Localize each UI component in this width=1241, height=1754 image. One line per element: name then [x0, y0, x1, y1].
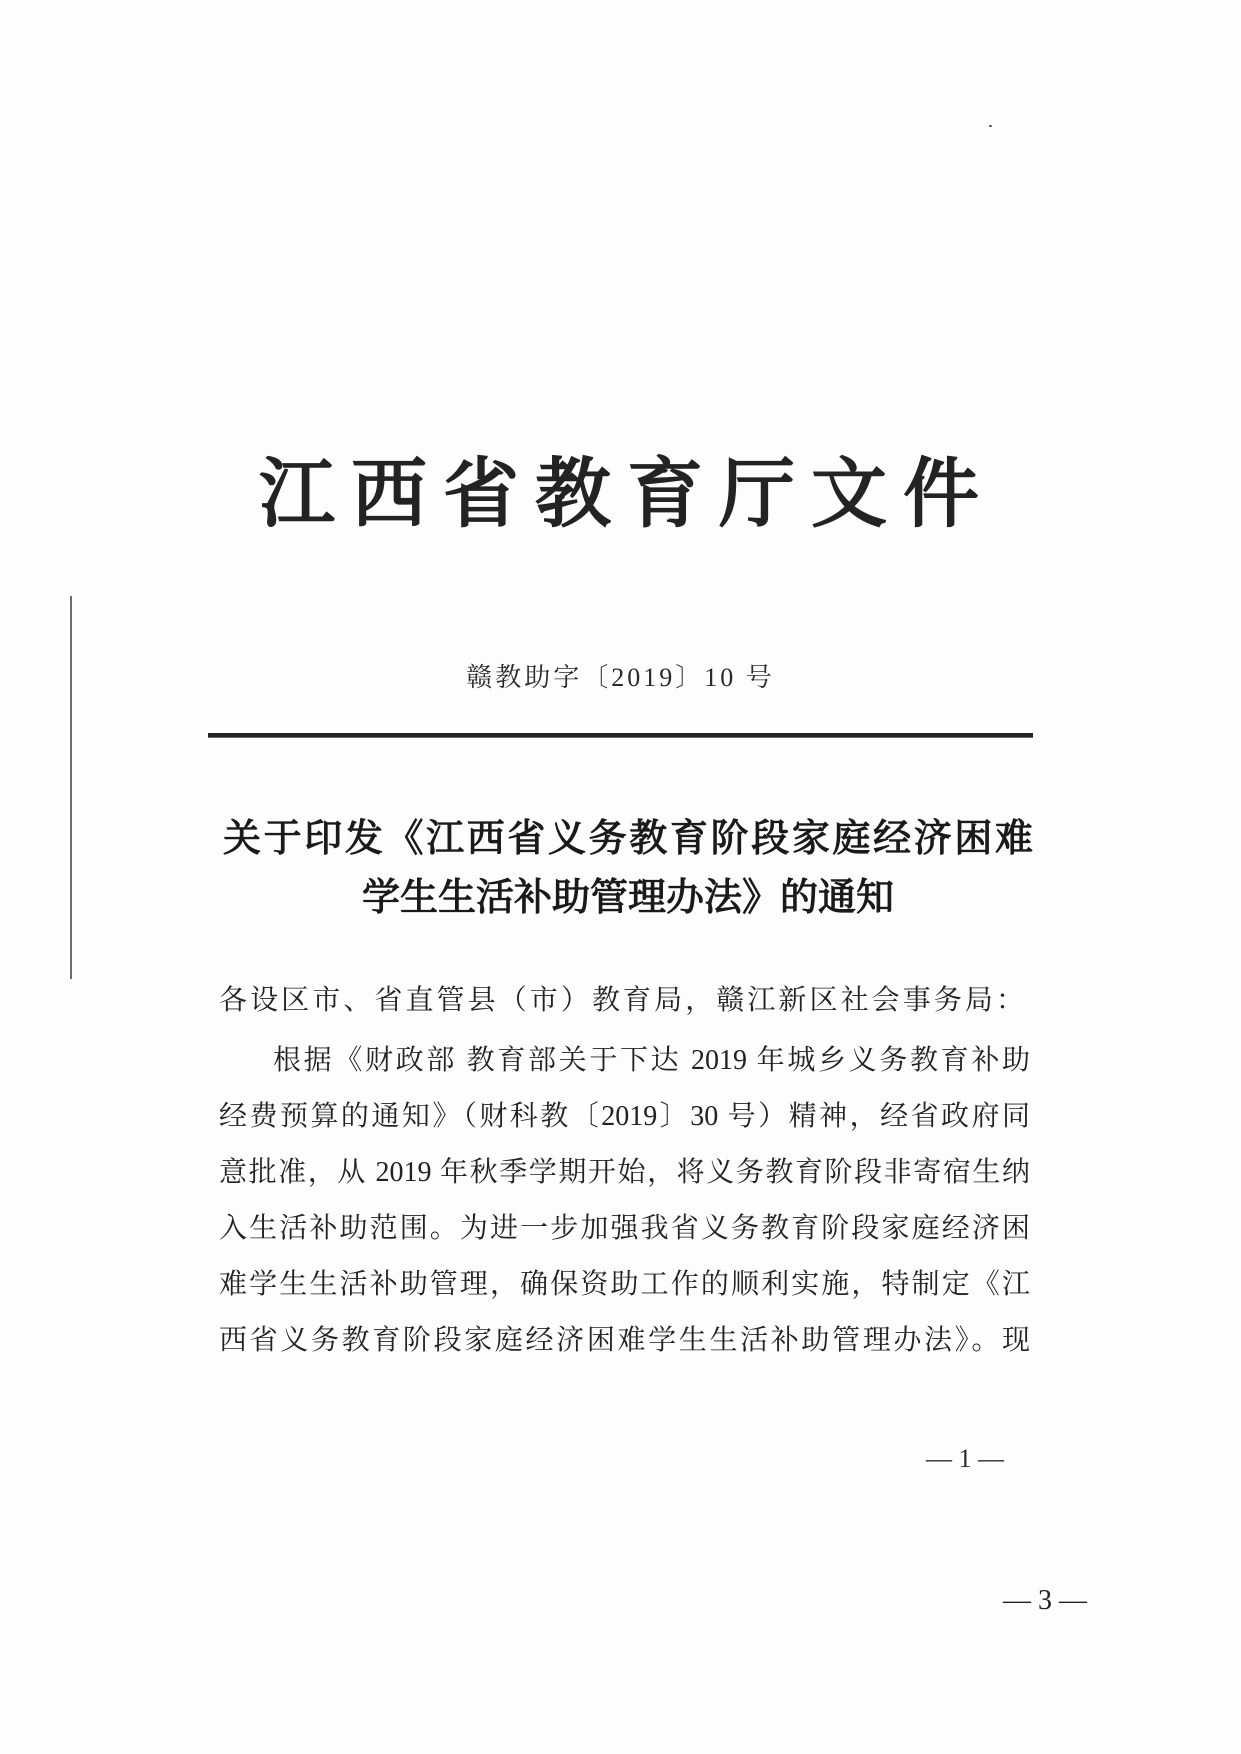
document-title-line-1: 关于印发《江西省义务教育阶段家庭经济困难	[223, 816, 1033, 860]
body-line: 经费预算的通知》（财科教〔2019〕30 号）精神，经省政府同	[219, 1101, 1030, 1132]
body-line: 难学生生活补助管理，确保资助工作的顺利实施，特制定《江	[219, 1269, 1030, 1300]
header-separator-rule	[208, 733, 1033, 738]
document-title-line-2: 学生生活补助管理办法》的通知	[361, 875, 894, 919]
outer-page-number: — 3 —	[1003, 1585, 1087, 1616]
scan-speck	[989, 125, 992, 127]
issuer-header-title: 江西省教育厅文件	[259, 449, 979, 538]
body-line: 意批准，从 2019 年秋季学期开始，将义务教育阶段非寄宿生纳	[219, 1157, 1030, 1188]
document-number: 赣教助字〔2019〕10 号	[466, 663, 775, 692]
inner-page-number: — 1 —	[926, 1444, 1004, 1473]
body-line: 入生活补助范围。为进一步加强我省义务教育阶段家庭经济困	[219, 1213, 1030, 1244]
scan-artifact-line	[70, 596, 72, 979]
salutation: 各设区市、省直管县（市）教育局，赣江新区社会事务局：	[219, 985, 1024, 1016]
body-line: 西省义务教育阶段家庭经济困难学生生活补助管理办法》。现	[219, 1325, 1030, 1356]
body-line: 根据《财政部 教育部关于下达 2019 年城乡义务教育补助	[273, 1045, 1030, 1076]
